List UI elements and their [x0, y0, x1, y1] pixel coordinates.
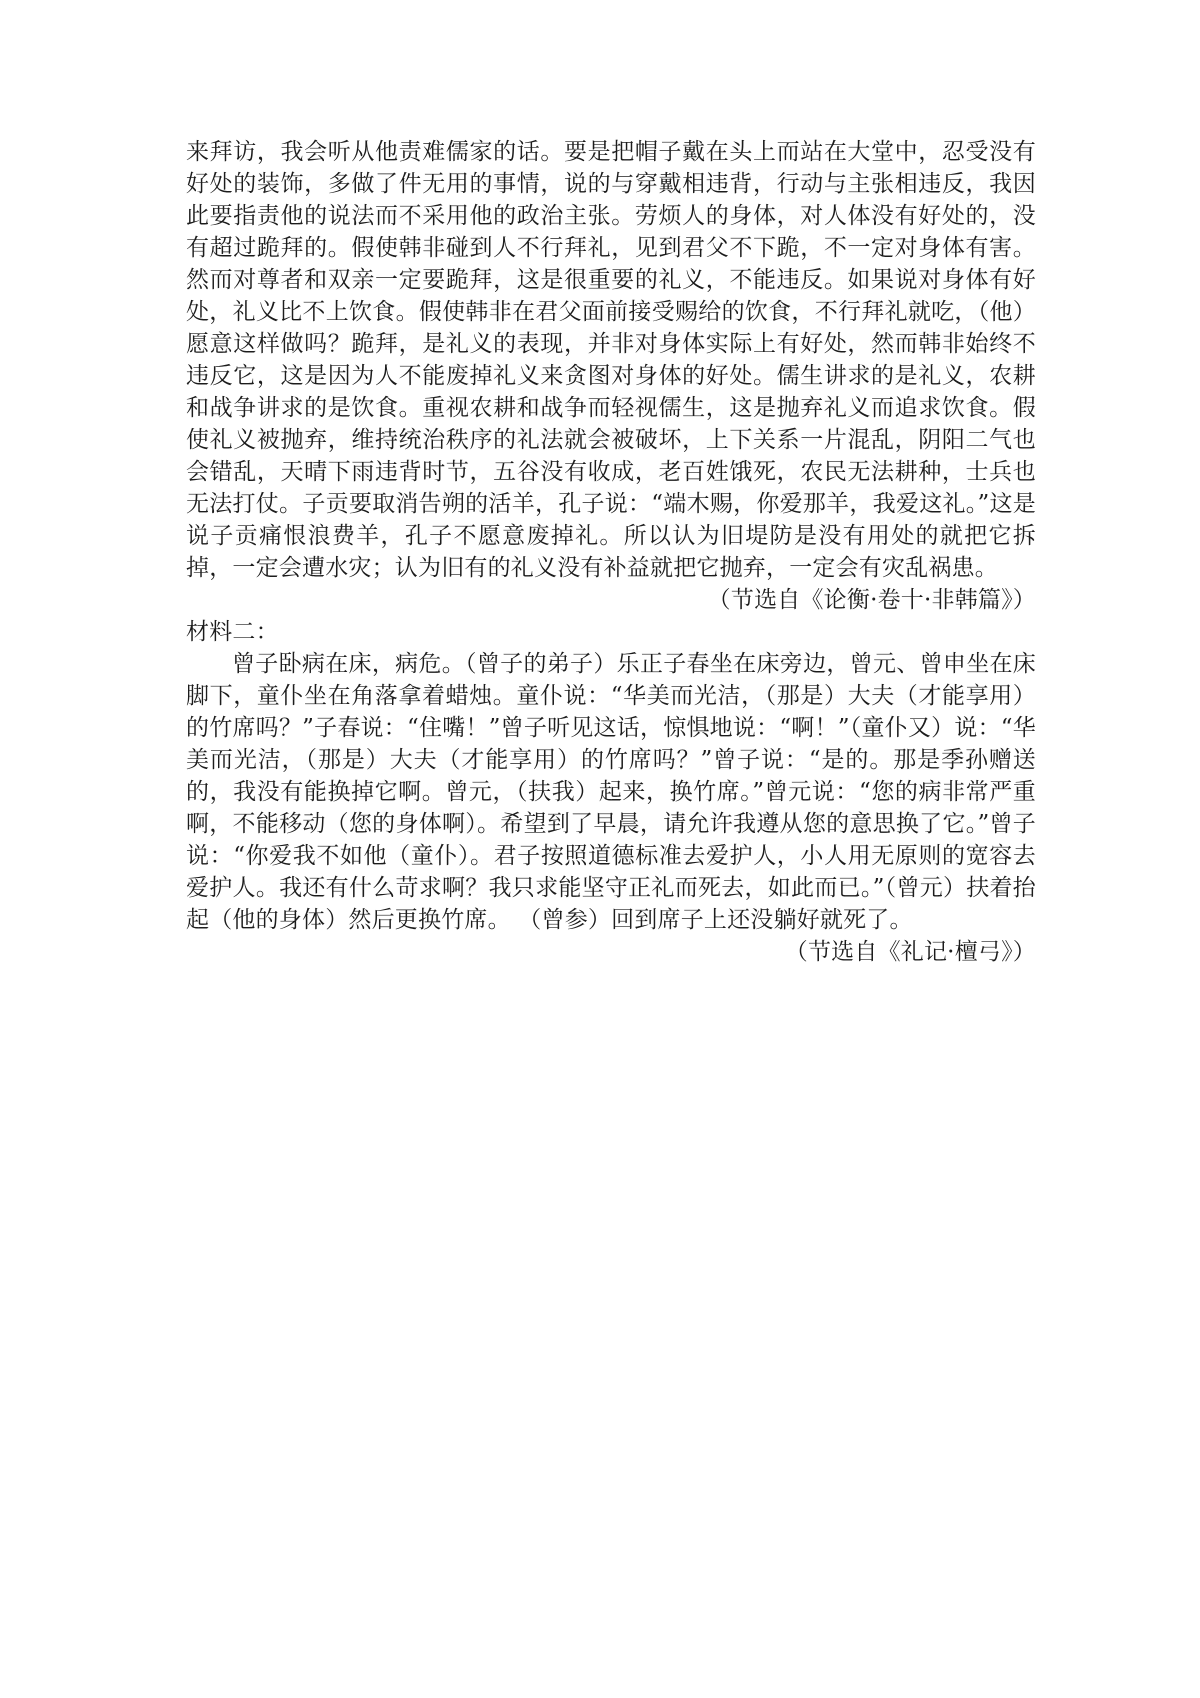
passage-two-heading: 材料二：: [186, 619, 279, 645]
passage-two-source: （节选自《礼记·檀弓》）: [784, 939, 1036, 965]
passage-one-paragraph: 来拜访，我会听从他责难儒家的话。要是把帽子戴在头上而站在大堂中，忍受没有好处的装饰，多做了件无用的事情，说的与穿戴相违背，行动与主张相违反，我因此要指责他的说法而不采用他的政治主张。劳烦人的身体，对人体没有好处的，没有超过跪拜的。假使韩非碰到人不行拜礼，见到君父不下跪，不一定对身体有害。然而对尊者和双亲一定要跪拜，这是很重要的礼义，不能违反。如果说对身体有好处，礼义比不上饮食。假使韩非在君父面前接受赐给的饮食，不行拜礼就吃，（他）愿意这样做吗？跪拜，是礼义的表现，并非对身体实际上有好处，然而韩非始终不违反它，这是因为人不能废掉礼义来贪图对身体的好处。儒生讲求的是礼义，农耕和战争讲求的是饮食。重视农耕和战争而轻视儒生，这是抛弃礼义而追求饮食。假使礼义被抛弃，维持统治秩序的礼法就会被破坏，上下关系一片混乱，阴阳二气也会错乱，天晴下雨违背时节，五谷没有收成，老百姓饿死，农民无法耕种，士兵也无法打仗。子贡要取消告朔的活羊，孔子说：“端木赐，你爱那羊，我爱这礼。”这是说子贡痛恨浪费羊，孔子不愿意废掉礼。所以认为旧堤防是没有用处的就把它拆掉，一定会遭水灾；认为旧有的礼义没有补益就把它抛弃，一定会有灾乱祸患。: [186, 139, 1036, 581]
passage-one-source: （节选自《论衡·卷十·非韩篇》）: [707, 587, 1036, 613]
passage-two-paragraph: 曾子卧病在床，病危。（曾子的弟子）乐正子春坐在床旁边，曾元、曾申坐在床脚下，童仆坐在角落拿着蜡烛。童仆说：“华美而光洁，（那是）大夫（才能享用）的竹席吗？”子春说：“住嘴！”曾子听见这话，惊惧地说：“啊！”（童仆又）说：“华美而光洁，（那是）大夫（才能享用）的竹席吗？”曾子说：“是的。那是季孙赠送的，我没有能换掉它啊。曾元，（扶我）起来，换竹席。”曾元说：“您的病非常严重啊，不能移动（您的身体啊）。希望到了早晨，请允许我遵从您的意思换了它。”曾子说：“你爱我不如他（童仆）。君子按照道德标准去爱护人，小人用无原则的宽容去爱护人。我还有什么苛求啊？我只求能坚守正礼而死去，如此而已。”（曾元）扶着抬起（他的身体）然后更换竹席。 （曾参）回到席子上还没躺好就死了。: [186, 651, 1036, 933]
document-body: [186, 136, 1036, 968]
